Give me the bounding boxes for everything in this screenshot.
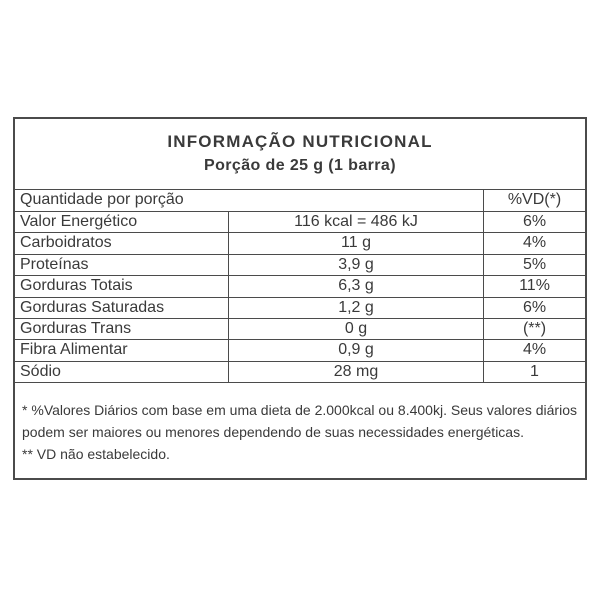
nutrition-label-header	[15, 119, 585, 190]
nutrient-amount: 0 g	[228, 319, 483, 339]
nutrient-dv: 6%	[483, 298, 585, 318]
nutrient-name: Sódio	[20, 362, 61, 380]
table-row	[15, 319, 585, 340]
table-row	[15, 340, 585, 361]
table-row	[15, 233, 585, 254]
nutrient-name: Gorduras Saturadas	[20, 298, 165, 316]
nutrient-amount: 116 kcal = 486 kJ	[228, 212, 483, 232]
nutrient-amount: 28 mg	[228, 362, 483, 382]
nutrient-dv: 4%	[483, 233, 585, 253]
footnotes-section	[15, 383, 585, 478]
nutrient-dv: 6%	[483, 212, 585, 232]
daily-value-column-header: %VD(*)	[483, 190, 585, 211]
nutrient-dv: 5%	[483, 255, 585, 275]
nutrition-label-table	[13, 117, 587, 480]
nutrient-amount: 6,3 g	[228, 276, 483, 296]
footnote-daily-values-line2: podem ser maiores ou menores dependendo de suas necessidades energéticas.	[22, 424, 524, 441]
nutrient-dv: 1	[483, 362, 585, 382]
nutrient-amount: 11 g	[228, 233, 483, 253]
nutrient-name: Gorduras Totais	[20, 277, 133, 295]
nutrient-dv: (**)	[483, 319, 585, 339]
nutrient-name: Gorduras Trans	[20, 319, 132, 337]
column-header-row	[15, 190, 585, 212]
table-row	[15, 298, 585, 319]
nutrient-name: Carboidratos	[20, 234, 112, 252]
nutrient-name: Fibra Alimentar	[20, 341, 128, 359]
nutrient-amount: 1,2 g	[228, 298, 483, 318]
nutrition-label-title: INFORMAÇÃO NUTRICIONAL	[167, 132, 433, 151]
nutrient-amount: 0,9 g	[228, 340, 483, 360]
footnote-daily-values-line1: * %Valores Diários com base em uma dieta de 2.000kcal ou 8.400kj. Seus valores diários	[22, 402, 577, 419]
table-row	[15, 362, 585, 383]
serving-size-text: Porção de 25 g (1 barra)	[204, 157, 396, 174]
nutrient-dv: 11%	[483, 276, 585, 296]
nutrient-amount: 3,9 g	[228, 255, 483, 275]
footnote-vd-not-established: ** VD não estabelecido.	[22, 446, 170, 463]
nutrient-dv: 4%	[483, 340, 585, 360]
table-row	[15, 276, 585, 297]
nutrient-name: Valor Energético	[20, 213, 138, 230]
table-row	[15, 212, 585, 233]
nutrient-name: Proteínas	[20, 255, 89, 273]
table-row	[15, 255, 585, 276]
quantity-column-header: Quantidade por porção	[20, 191, 184, 208]
